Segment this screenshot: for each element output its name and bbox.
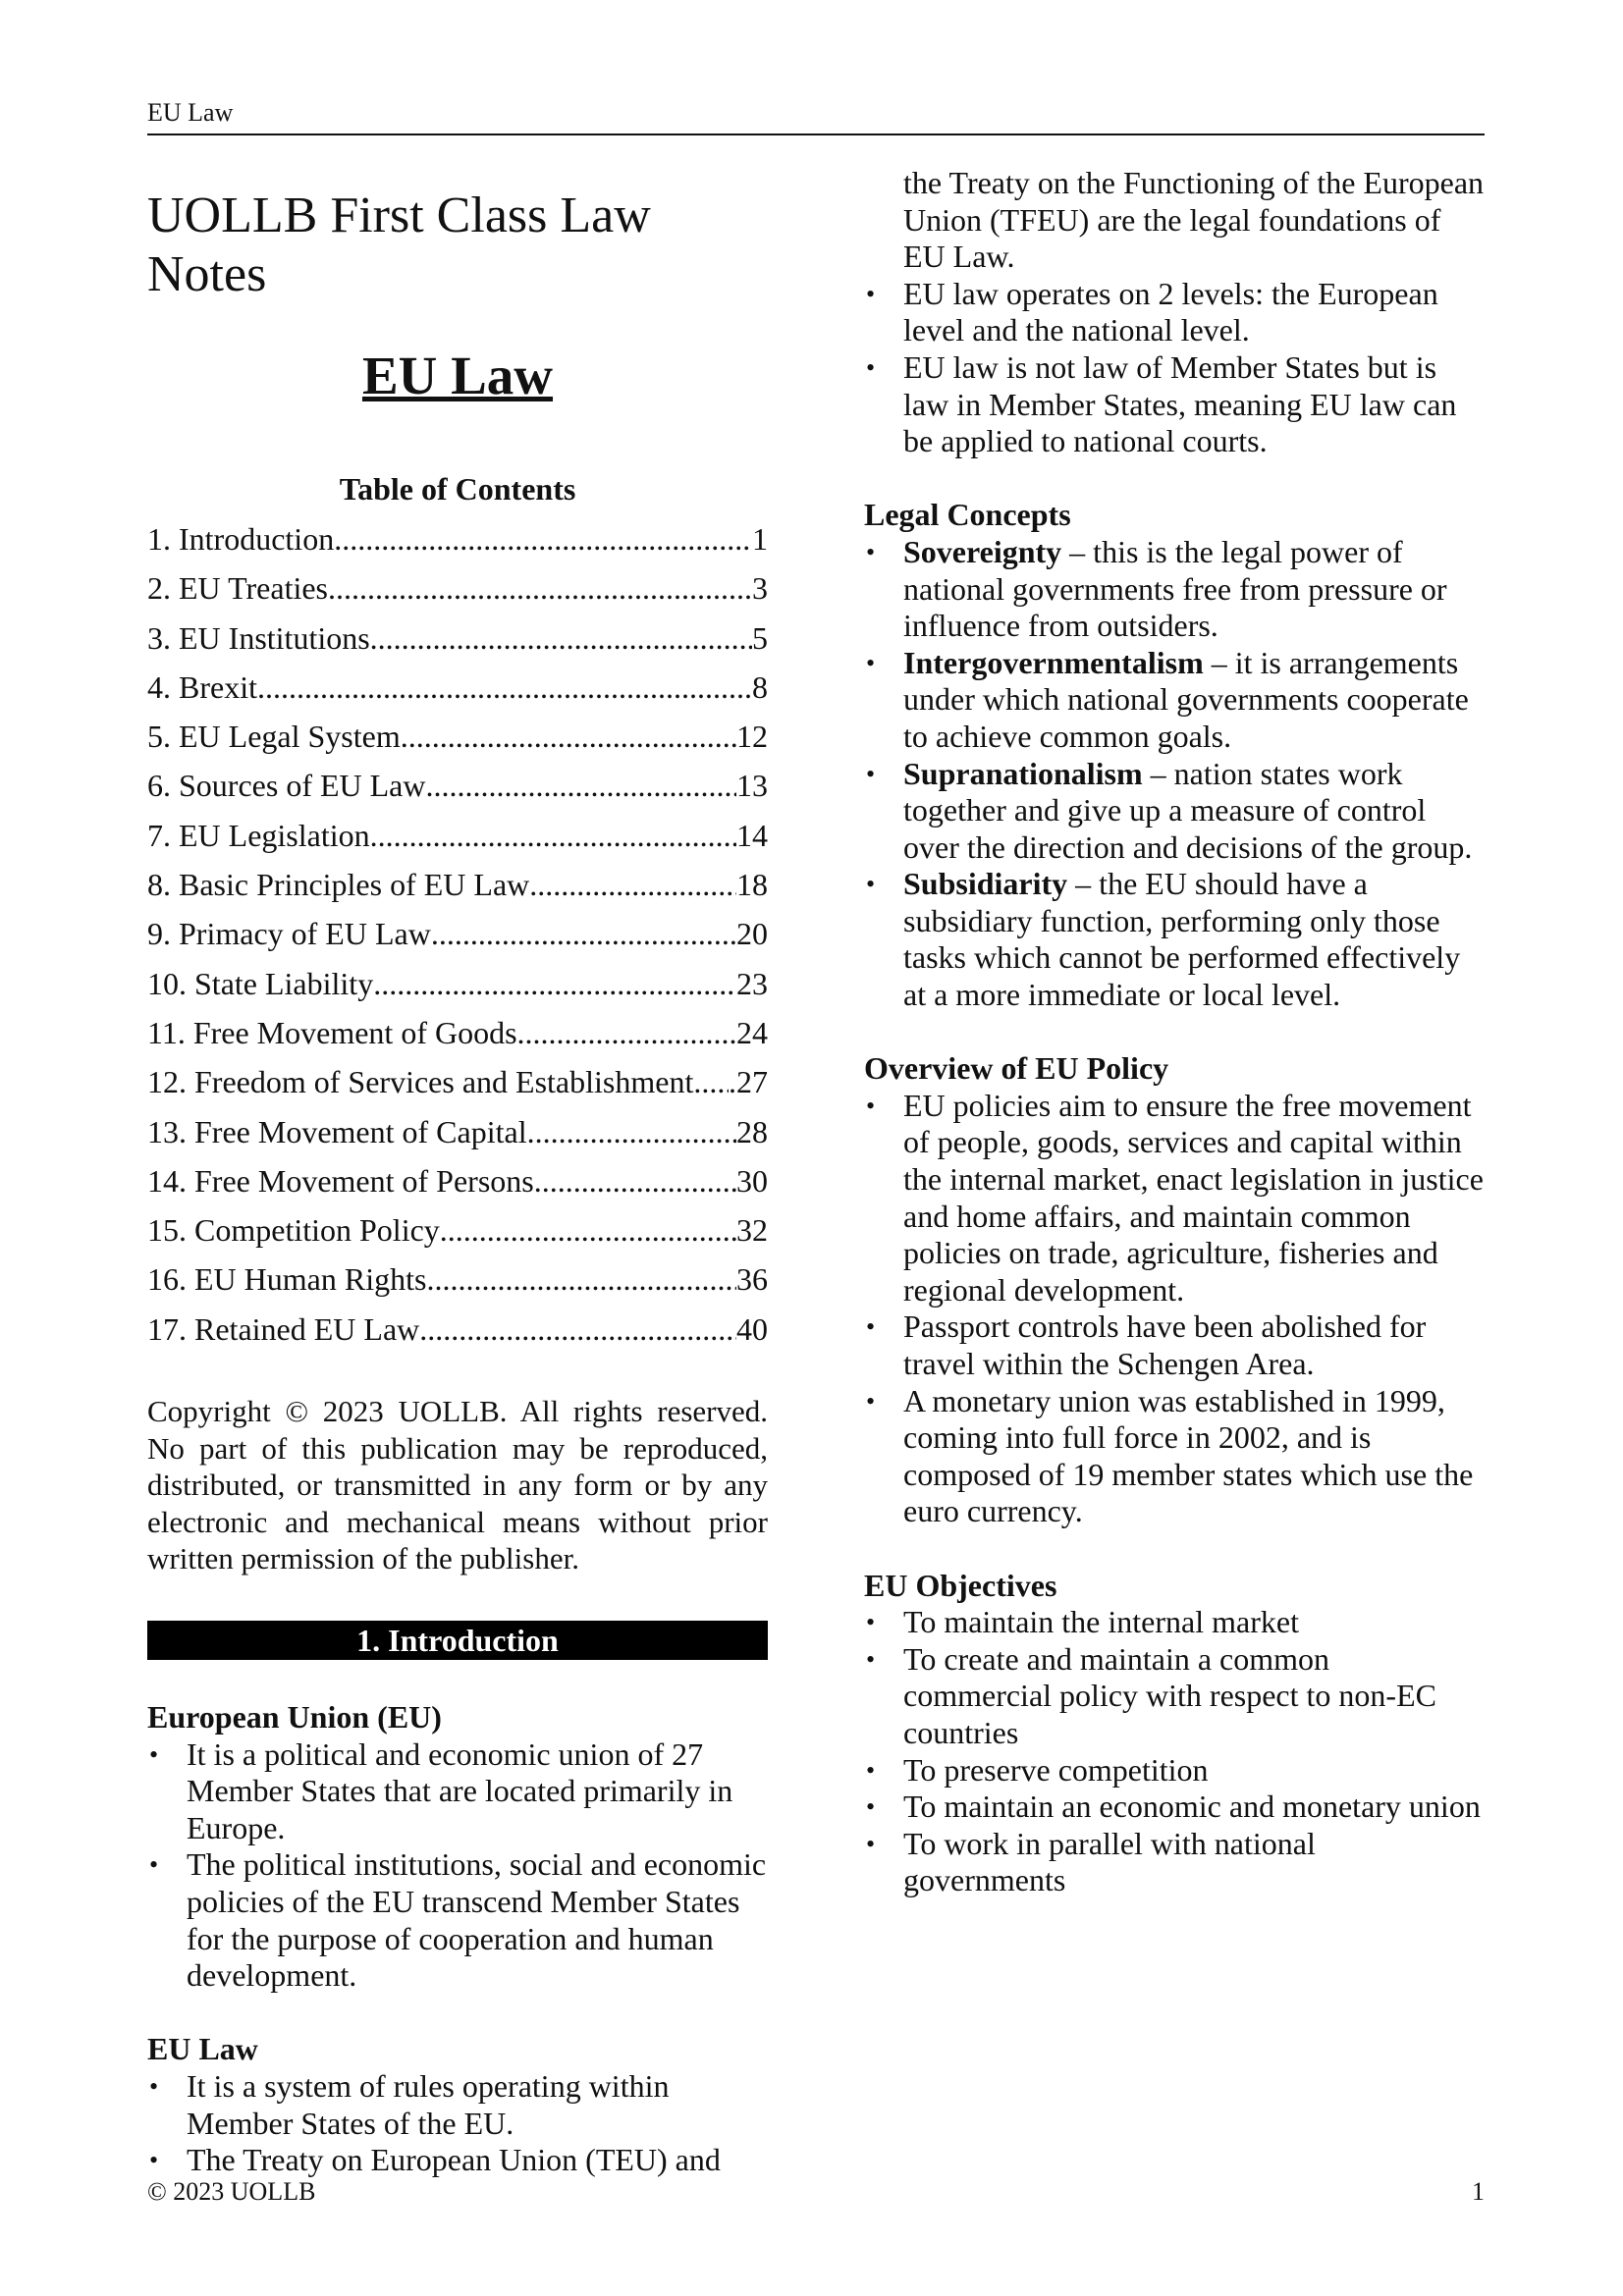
eu-objectives-list xyxy=(864,1604,1485,1899)
toc-dot-leader xyxy=(370,811,736,860)
toc-dot-leader xyxy=(257,663,752,712)
left-column xyxy=(147,187,768,2179)
toc-dot-leader xyxy=(425,761,736,810)
list-item: • A monetary union was established in 1999, coming into full force in 2002, and is composed of 19 member states which use the euro currency. xyxy=(866,1382,1474,1529)
toc-entry-page: 28 xyxy=(736,1113,768,1149)
toc-entry-label: 17. Retained EU Law xyxy=(147,1310,420,1347)
toc-dot-leader xyxy=(426,1255,736,1304)
list-item: • EU law operates on 2 levels: the European level and the national level. xyxy=(866,275,1438,348)
bullet-icon: • xyxy=(866,537,876,566)
list-item: • To create and maintain a common commercial policy with respect to non-EC countries xyxy=(866,1640,1436,1750)
toc-entry-label: 9. Primacy of EU Law xyxy=(147,916,431,952)
concept-term: Intergovernmentalism xyxy=(903,644,1204,680)
running-header: EU Law xyxy=(147,98,1485,135)
toc-entry-page: 23 xyxy=(736,965,768,1001)
toc-entry-label: 14. Free Movement of Persons xyxy=(147,1162,534,1199)
list-item-continuation: the Treaty on the Functioning of the European Union (TFEU) are the legal foundations of EU Law. xyxy=(903,165,1485,275)
list-item: • The political institutions, social and economic policies of the EU transcend Member States for the purpose of cooperation and human development. xyxy=(149,1846,767,1994)
list-item: • Intergovernmentalism – it is arrangements under which national governments cooperate to achieve common goals. xyxy=(866,644,1469,754)
bullet-icon: • xyxy=(149,1739,159,1769)
list-item: • Subsidiarity – the EU should have a subsidiary function, performing only those tasks which cannot be performed effectively at a more immediate or local level. xyxy=(866,866,1461,1013)
concept-term: Sovereignty xyxy=(903,533,1062,569)
list-item: • EU law is not law of Member States but is law in Member States, meaning EU law can be applied to national courts. xyxy=(866,348,1457,459)
toc-entry[interactable] xyxy=(147,1305,768,1354)
toc-entry-page: 14 xyxy=(736,817,768,853)
toc-entry[interactable] xyxy=(147,860,768,909)
concept-term: Subsidiarity xyxy=(903,866,1068,902)
list-item: • It is a political and economic union of 27 Member States that are located primarily in Europe. xyxy=(149,1735,733,1845)
toc-entry[interactable] xyxy=(147,1205,768,1255)
toc-entry[interactable] xyxy=(147,1057,768,1106)
toc-entry-label: 16. EU Human Rights xyxy=(147,1261,427,1298)
toc-entry[interactable] xyxy=(147,712,768,761)
subheading-european-union: European Union (EU) xyxy=(147,1699,442,1735)
toc-dot-leader xyxy=(527,1107,736,1156)
toc-entry-page: 32 xyxy=(736,1212,768,1249)
list-item: • Sovereignty – this is the legal power of national governments free from pressure or influence from outsiders. xyxy=(866,533,1447,644)
toc-entry-label: 2. EU Treaties xyxy=(147,570,328,607)
list-item: • EU policies aim to ensure the free movement of people, goods, services and capital within the internal market, enact legislation in justice and home affairs, and maintain common policies on trade, agriculture, fisheries and regional development. xyxy=(866,1087,1484,1308)
toc-entry[interactable] xyxy=(147,1156,768,1205)
bullet-icon: • xyxy=(866,1644,876,1674)
section-heading-introduction: 1. Introduction xyxy=(147,1621,768,1660)
toc-dot-leader xyxy=(440,1205,736,1255)
toc-entry[interactable] xyxy=(147,563,768,613)
list-item: • Supranationalism – nation states work together and give up a measure of control over the direction and decisions of the group. xyxy=(866,755,1473,865)
toc-entry-label: 7. EU Legislation xyxy=(147,817,370,853)
european-union-list xyxy=(147,1736,768,1995)
toc-entry-page: 18 xyxy=(736,867,768,903)
toc-dot-leader xyxy=(401,712,736,761)
toc-dot-leader xyxy=(419,1305,736,1354)
toc-entry[interactable] xyxy=(147,909,768,958)
eu-policy-list xyxy=(864,1088,1485,1530)
toc-entry-page: 12 xyxy=(736,719,768,755)
toc-dot-leader xyxy=(328,563,752,613)
toc-entry-page: 20 xyxy=(736,916,768,952)
bullet-icon: • xyxy=(866,1386,876,1415)
list-item: • To maintain an economic and monetary union xyxy=(866,1789,1481,1825)
list-item: • Passport controls have been abolished for travel within the Schengen Area. xyxy=(866,1308,1427,1381)
toc-entry-label: 5. EU Legal System xyxy=(147,719,401,755)
legal-concepts-list xyxy=(864,534,1485,1014)
footer-copyright: © 2023 UOLLB xyxy=(147,2177,316,2206)
bullet-icon: • xyxy=(866,1829,876,1858)
toc-dot-leader xyxy=(373,959,736,1008)
toc-entry-page: 5 xyxy=(752,619,768,656)
toc-entry-label: 10. State Liability xyxy=(147,965,374,1001)
eu-law-list-continued xyxy=(864,276,1485,460)
subheading-eu-objectives: EU Objectives xyxy=(864,1567,1057,1603)
toc-dot-leader xyxy=(693,1057,729,1106)
right-column xyxy=(864,165,1485,1899)
bullet-icon: • xyxy=(149,2071,159,2101)
toc-entry-label: 15. Competition Policy xyxy=(147,1212,440,1249)
toc-entry[interactable] xyxy=(147,514,768,563)
toc-entry-page: 1 xyxy=(752,521,768,557)
toc-dot-leader xyxy=(334,514,752,563)
bullet-icon: • xyxy=(866,352,876,382)
toc-entry-label: 4. Brexit xyxy=(147,668,257,705)
toc-entry-page: 30 xyxy=(736,1162,768,1199)
copyright-notice: Copyright © 2023 UOLLB. All rights reserved. No part of this publication may be reproduced, distributed, or transmitted in any form or by any electronic and mechanical means without prior written permission of the publisher. xyxy=(147,1394,768,1576)
toc-entry-label: 8. Basic Principles of EU Law xyxy=(147,867,530,903)
subheading-eu-law: EU Law xyxy=(147,2031,258,2067)
list-item: • It is a system of rules operating within Member States of the EU. xyxy=(149,2067,670,2141)
list-item: • To maintain the internal market xyxy=(866,1604,1299,1640)
bullet-icon: • xyxy=(149,1850,159,1880)
bullet-icon: • xyxy=(866,1792,876,1822)
eu-law-list xyxy=(147,2068,768,2179)
toc-entry[interactable] xyxy=(147,959,768,1008)
bullet-icon: • xyxy=(866,648,876,677)
toc-entry-label: 1. Introduction xyxy=(147,521,335,557)
subheading-eu-policy: Overview of EU Policy xyxy=(864,1050,1169,1087)
toc-entry[interactable] xyxy=(147,1008,768,1057)
list-item: • To preserve competition xyxy=(866,1751,1209,1788)
document-subtitle: EU Law xyxy=(361,346,554,405)
concept-term: Supranationalism xyxy=(903,755,1143,791)
toc-entry[interactable] xyxy=(147,663,768,712)
toc-entry[interactable] xyxy=(147,1255,768,1304)
toc-dot-leader xyxy=(370,614,752,663)
toc-entry-label: 13. Free Movement of Capital xyxy=(147,1113,527,1149)
toc-entry-page: 13 xyxy=(736,768,768,804)
bullet-icon: • xyxy=(866,1755,876,1785)
toc-entry[interactable] xyxy=(147,1107,768,1156)
bullet-icon: • xyxy=(149,2146,159,2175)
list-item: • To work in parallel with national governments xyxy=(866,1825,1316,1898)
bullet-icon: • xyxy=(866,759,876,788)
subheading-legal-concepts: Legal Concepts xyxy=(864,497,1071,533)
table-of-contents xyxy=(147,514,768,1354)
toc-entry-page: 24 xyxy=(736,1014,768,1050)
toc-entry-page: 40 xyxy=(736,1310,768,1347)
bullet-icon: • xyxy=(866,1091,876,1120)
toc-entry-page: .27 xyxy=(729,1064,768,1100)
toc-dot-leader xyxy=(529,860,736,909)
toc-entry-page: 3 xyxy=(752,570,768,607)
toc-entry-page: 8 xyxy=(752,668,768,705)
document-title: UOLLB First Class Law Notes xyxy=(147,187,651,302)
toc-entry-page: 36 xyxy=(736,1261,768,1298)
toc-entry-label: 12. Freedom of Services and Establishment xyxy=(147,1064,694,1100)
toc-dot-leader xyxy=(534,1156,736,1205)
toc-entry-label: 11. Free Movement of Goods xyxy=(147,1014,517,1050)
list-item: • The Treaty on European Union (TEU) and xyxy=(149,2142,721,2178)
toc-heading: Table of Contents xyxy=(339,471,576,507)
toc-entry-label: 3. EU Institutions xyxy=(147,619,370,656)
toc-entry-label: 6. Sources of EU Law xyxy=(147,768,426,804)
page-number: 1 xyxy=(1472,2177,1485,2206)
toc-entry[interactable] xyxy=(147,811,768,860)
bullet-icon: • xyxy=(866,1312,876,1342)
bullet-icon: • xyxy=(866,279,876,308)
toc-entry[interactable] xyxy=(147,761,768,810)
toc-dot-leader xyxy=(517,1008,736,1057)
toc-entry[interactable] xyxy=(147,614,768,663)
bullet-icon: • xyxy=(866,1608,876,1637)
toc-dot-leader xyxy=(431,909,736,958)
bullet-icon: • xyxy=(866,870,876,899)
